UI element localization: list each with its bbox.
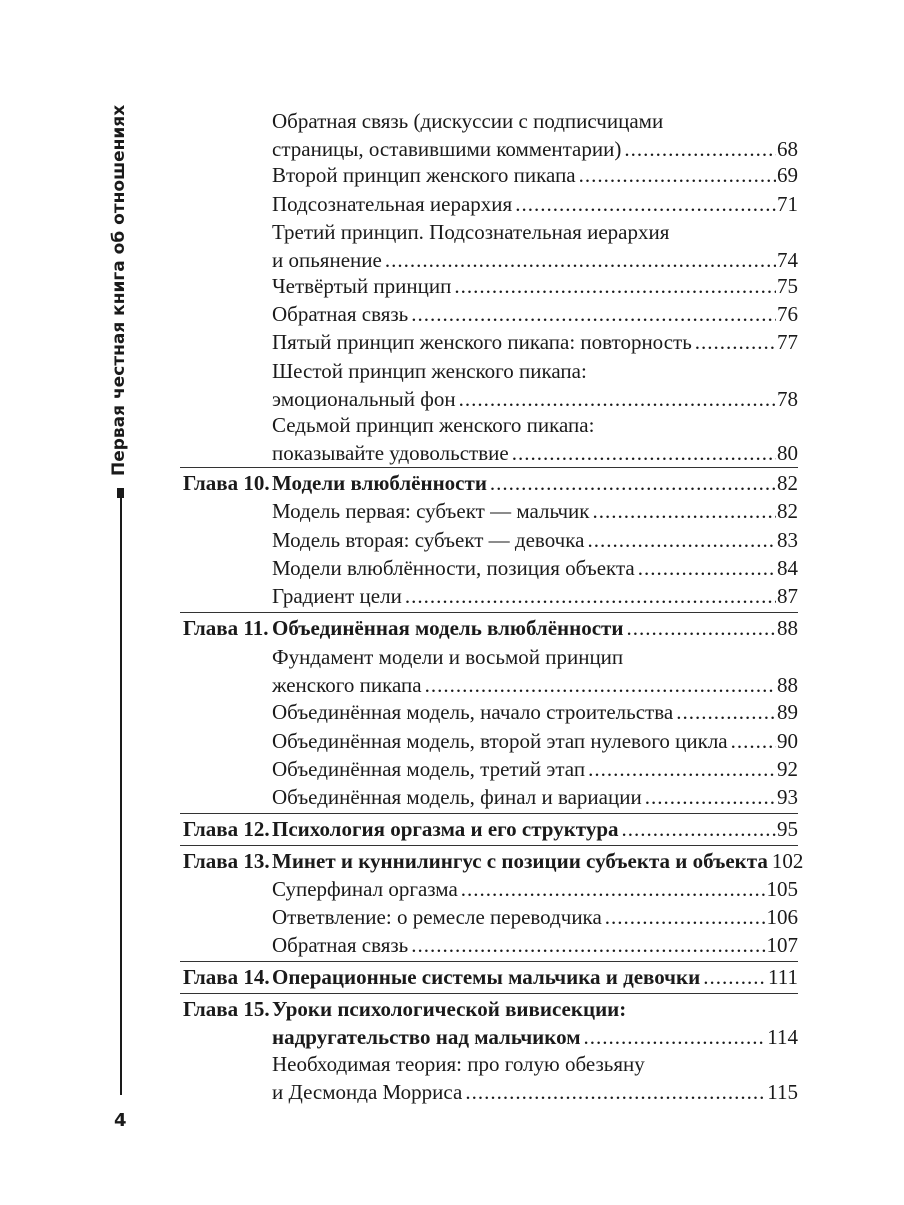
dot-leader (592, 497, 776, 525)
chapter-separator (180, 845, 798, 846)
dot-leader (461, 875, 766, 903)
toc-page-number: 90 (777, 729, 798, 753)
toc-entry-text: страницы, оставившими комментарии) (272, 137, 622, 161)
toc-entry[interactable] (272, 218, 798, 274)
margin-rule (120, 497, 122, 1095)
toc-entry-text: Объединённая модель, второй этап нулевого цикла (272, 729, 728, 753)
toc-entry[interactable] (272, 931, 798, 959)
chapter-separator (180, 612, 798, 613)
toc-page-number: 89 (777, 700, 798, 724)
toc-entry-text: Объединённая модель, начало строительства (272, 700, 674, 724)
toc-entry-text: и Десмонда Морриса (272, 1080, 463, 1104)
toc-page-number: 82 (777, 471, 798, 495)
toc-chapter[interactable] (183, 469, 798, 497)
toc-page-number: 102 (771, 849, 804, 873)
toc-entry-text: Второй принцип женского пикапа (272, 163, 576, 187)
chapter-title: Объединённая модель влюблённости (272, 616, 624, 640)
toc-page-number: 84 (777, 556, 798, 580)
dot-leader (731, 727, 776, 755)
toc-page-number: 76 (777, 302, 798, 326)
chapter-title: Минет и куннилингус с позиции субъекта и объекта (272, 849, 768, 873)
chapter-label: Глава 15. (183, 997, 270, 1021)
toc-entry-text: Модель вторая: субъект — девочка (272, 528, 585, 552)
toc-page-number: 106 (766, 905, 798, 929)
toc-page-number: 78 (777, 387, 798, 411)
toc-entry-text: Подсознательная иерархия (272, 192, 513, 216)
chapter-title: Модели влюблённости (272, 471, 487, 495)
toc-page-number: 74 (777, 248, 798, 272)
toc-entry-text: Суперфинал оргазма (272, 877, 458, 901)
toc-page-number: 114 (767, 1025, 798, 1049)
toc-entry-text: Модели влюблённости, позиция объекта (272, 556, 635, 580)
toc-page-number: 115 (767, 1080, 798, 1104)
toc-page-number: 80 (777, 441, 798, 465)
toc-entry[interactable] (272, 107, 798, 163)
toc-entry-text: Пятый принцип женского пикапа: повторность (272, 330, 692, 354)
toc-entry-text: и опьянение (272, 248, 382, 272)
chapter-label: Глава 12. (183, 817, 270, 841)
dot-leader (425, 671, 776, 699)
toc-page-number: 111 (768, 965, 798, 989)
toc-entry-text: Четвёртый принцип (272, 274, 452, 298)
dot-leader (695, 328, 776, 356)
dot-leader (676, 698, 776, 726)
toc-entry-text: Объединённая модель, финал и вариации (272, 785, 642, 809)
dot-leader (624, 135, 776, 163)
toc-chapter[interactable] (183, 995, 798, 1051)
dot-leader (459, 385, 776, 413)
toc-page-number: 87 (777, 584, 798, 608)
toc-chapter[interactable] (183, 614, 798, 642)
dot-leader (605, 903, 766, 931)
toc-page-number: 95 (777, 817, 798, 841)
toc-entry[interactable] (272, 875, 798, 903)
toc-page-number: 93 (777, 785, 798, 809)
dot-leader (454, 272, 776, 300)
toc-entry[interactable] (272, 497, 798, 525)
dot-leader (703, 963, 767, 991)
toc-entry-text: Третий принцип. Подсознательная иерархия (272, 220, 670, 244)
dot-leader (588, 755, 776, 783)
toc-page-number: 68 (777, 137, 798, 161)
chapter-separator (180, 961, 798, 962)
toc-chapter[interactable] (183, 963, 798, 991)
toc-entry-text: Необходимая теория: про голую обезьяну (272, 1052, 645, 1076)
toc-entry[interactable] (272, 643, 798, 699)
chapter-label: Глава 13. (183, 849, 270, 873)
toc-entry[interactable] (272, 526, 798, 554)
toc-entry-text: Градиент цели (272, 584, 402, 608)
toc-entry-text: эмоциональный фон (272, 387, 456, 411)
toc-entry[interactable] (272, 582, 798, 610)
chapter-title: Уроки психологической вивисекции: (272, 997, 627, 1021)
toc-entry[interactable] (272, 300, 798, 328)
chapter-title: Психология оргазма и его структура (272, 817, 619, 841)
toc-entry-text: Седьмой принцип женского пикапа: (272, 413, 595, 437)
toc-entry-text: показывайте удовольствие (272, 441, 509, 465)
chapter-label: Глава 10. (183, 471, 270, 495)
dot-leader (490, 469, 776, 497)
toc-page-number: 83 (777, 528, 798, 552)
toc-page-number: 77 (777, 330, 798, 354)
chapter-separator (180, 467, 798, 468)
dot-leader (465, 1078, 766, 1106)
toc-entry[interactable] (272, 903, 798, 931)
toc-entry-text: Фундамент модели и восьмой принцип (272, 645, 624, 669)
toc-entry[interactable] (272, 783, 798, 811)
toc-entry-text: Обратная связь (дискуссии с подписчицами (272, 109, 664, 133)
toc-entry-text: Объединённая модель, третий этап (272, 757, 586, 781)
toc-chapter[interactable] (183, 815, 798, 843)
toc-page-number: 92 (777, 757, 798, 781)
dot-leader (405, 582, 776, 610)
chapter-label: Глава 14. (183, 965, 270, 989)
toc-entry-text: Обратная связь (272, 933, 409, 957)
toc-entry[interactable] (272, 554, 798, 582)
chapter-title: Операционные системы мальчика и девочки (272, 965, 701, 989)
toc-entry[interactable] (272, 328, 798, 356)
toc-entry[interactable] (272, 755, 798, 783)
dot-leader (622, 815, 776, 843)
toc-page-number: 107 (766, 933, 798, 957)
toc-page-number: 75 (777, 274, 798, 298)
toc-entry-text: женского пикапа (272, 673, 422, 697)
toc-page-number: 88 (777, 616, 798, 640)
toc-entry[interactable] (272, 272, 798, 300)
toc-entry[interactable] (272, 411, 798, 467)
toc-entry[interactable] (272, 190, 798, 218)
dot-leader (411, 931, 765, 959)
toc-entry-text: Ответвление: о ремесле переводчика (272, 905, 602, 929)
page-number: 4 (114, 1110, 127, 1131)
toc-entry[interactable] (272, 698, 798, 726)
dot-leader (584, 1023, 767, 1051)
chapter-separator (180, 813, 798, 814)
dot-leader (515, 190, 776, 218)
toc-entry-text: Модель первая: субъект — мальчик (272, 499, 590, 523)
dot-leader (645, 783, 776, 811)
chapter-separator (180, 993, 798, 994)
dot-leader (638, 554, 776, 582)
chapter-title: надругательство над мальчиком (272, 1025, 581, 1049)
dot-leader (411, 300, 776, 328)
dot-leader (579, 161, 776, 189)
toc-entry-text: Шестой принцип женского пикапа: (272, 359, 587, 383)
toc-page-number: 105 (766, 877, 798, 901)
chapter-label: Глава 11. (183, 616, 269, 640)
toc-page-number: 71 (777, 192, 798, 216)
toc-chapter[interactable] (183, 847, 804, 875)
dot-leader (385, 246, 776, 274)
toc-entry[interactable] (272, 727, 798, 755)
toc-entry[interactable] (272, 357, 798, 413)
toc-page-number: 88 (777, 673, 798, 697)
dot-leader (626, 614, 776, 642)
toc-entry[interactable] (272, 1050, 798, 1106)
running-head: Первая честная книга об отношениях (109, 104, 129, 476)
toc-page-number: 69 (777, 163, 798, 187)
toc-page-number: 82 (777, 499, 798, 523)
dot-leader (587, 526, 776, 554)
dot-leader (512, 439, 776, 467)
toc-entry-text: Обратная связь (272, 302, 409, 326)
toc-entry[interactable] (272, 161, 798, 189)
